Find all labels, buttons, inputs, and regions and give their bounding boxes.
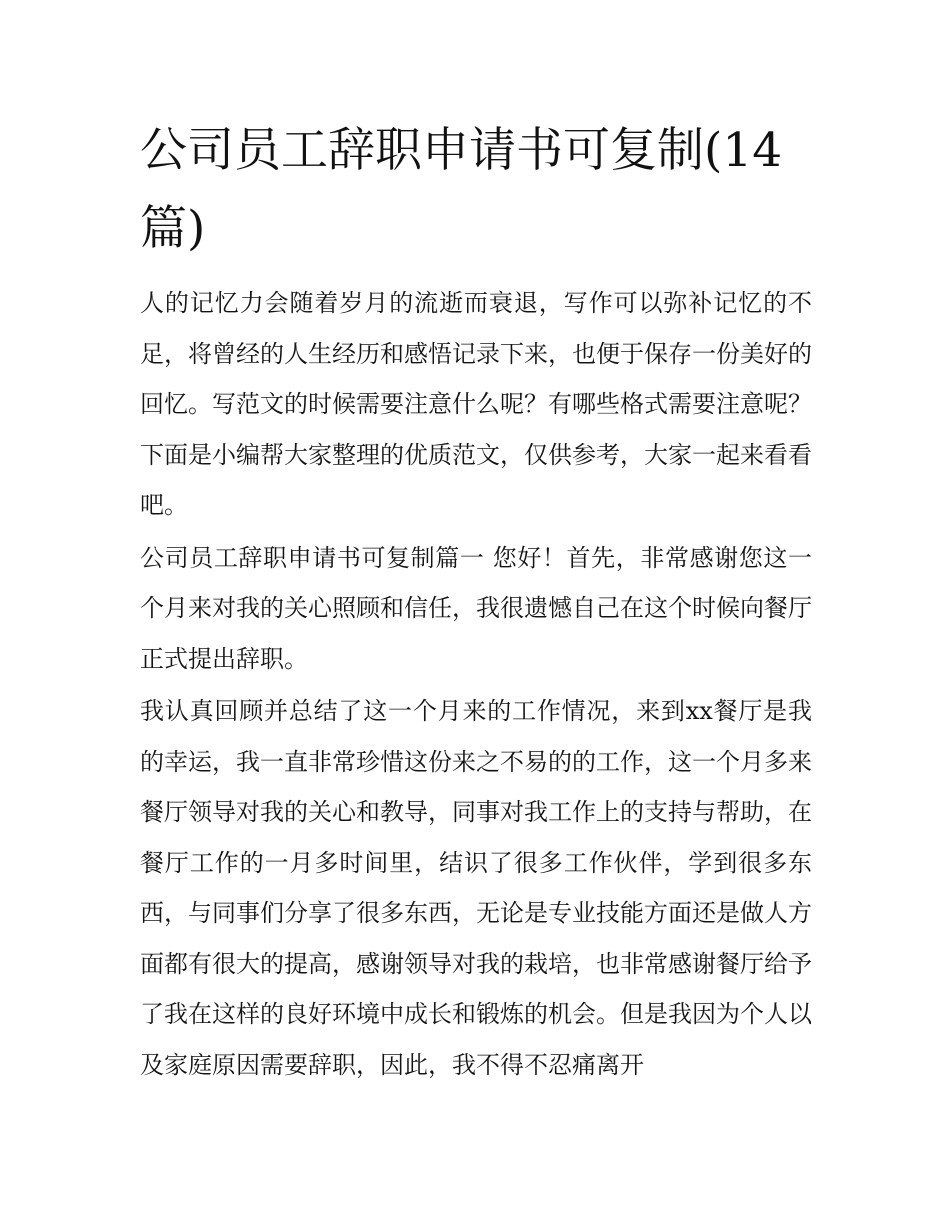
intro-paragraph: 人的记忆力会随着岁月的流逝而衰退，写作可以弥补记忆的不足，将曾经的人生经历和感悟记录下来，也便于保存一份美好的回忆。写范文的时候需要注意什么呢？有哪些格式需要注意呢？下面是小编帮大家整理的优质范文，仅供参考，大家一起来看看吧。	[140, 289, 812, 519]
document-title: 公司员工辞职申请书可复制(14篇)	[140, 123, 783, 256]
letter-body-paragraph: 我认真回顾并总结了这一个月来的工作情况，来到xx餐厅是我的幸运，我一直非常珍惜这份来之不易的的工作，这一个月多来餐厅领导对我的关心和教导，同事对我工作上的支持与帮助，在餐厅工作的一月多时间里，结识了很多工作伙伴，学到很多东西，与同事们分享了很多东西，无论是专业技能方面还是做人方面都有很大的提高，感谢领导对我的栽培，也非常感谢餐厅给予了我在这样的良好环境中成长和锻炼的机会。但是我因为个人以及家庭原因需要辞职，因此，我不得不忍痛离开	[140, 697, 812, 1079]
document-body	[140, 278, 812, 1090]
letter-opening-paragraph: 公司员工辞职申请书可复制篇一 您好！首先，非常感谢您这一个月来对我的关心照顾和信任，我很遗憾自己在这个时候向餐厅正式提出辞职。	[140, 543, 812, 673]
